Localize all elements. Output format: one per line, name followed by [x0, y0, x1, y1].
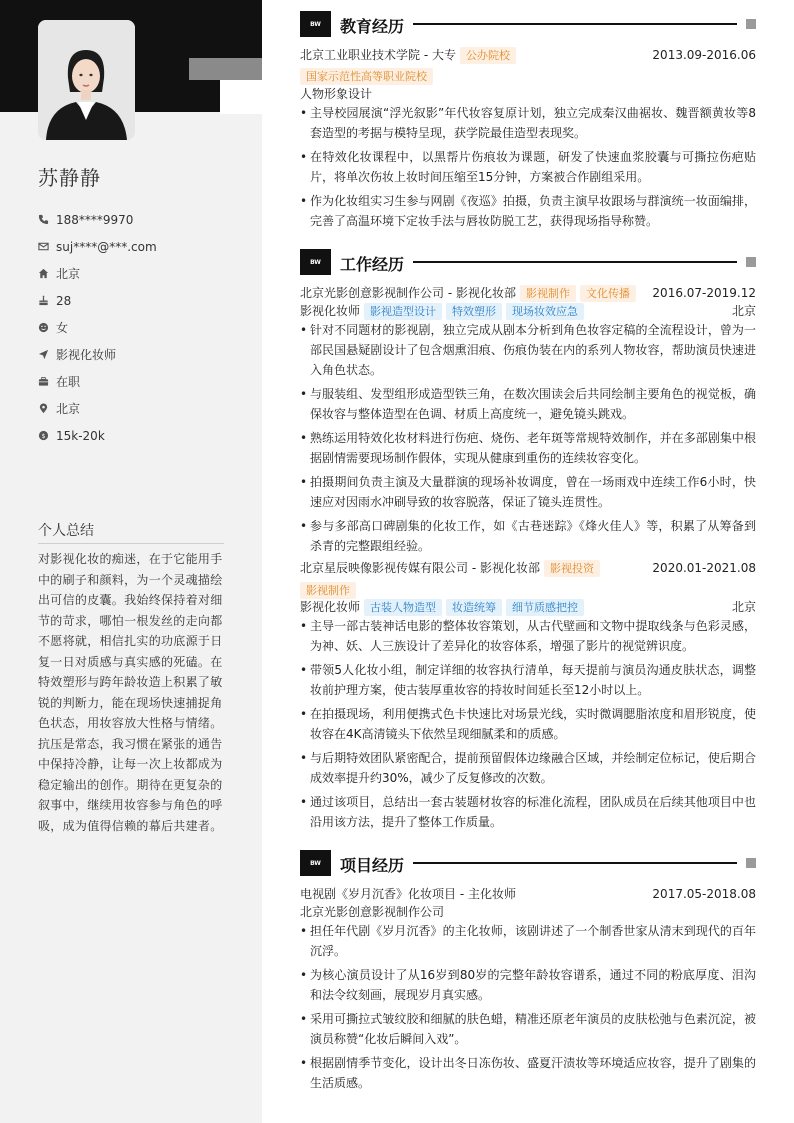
info-status-text: 在职 [56, 375, 81, 389]
info-home [38, 260, 157, 287]
info-home-text: 北京 [56, 267, 81, 281]
header-decor-gray [189, 58, 262, 80]
cake-icon [38, 295, 56, 306]
job-role: 影视化妆师 [300, 304, 361, 318]
section-square-icon [746, 19, 756, 29]
project-bullets [300, 921, 756, 1097]
info-status [38, 368, 157, 395]
info-location [38, 395, 157, 422]
job-company-row [300, 559, 756, 577]
list-item: • 与服装组、发型组形成造型铁三角，在数次围读会后共同绘制主要角色的视觉板，确保妆容与整体造型在色调、材质上高度统一，避免镜头跳戏。 [300, 384, 756, 424]
section-square-icon [746, 257, 756, 267]
job-role-row [300, 302, 756, 320]
smile-icon [38, 322, 56, 333]
job-bullets [300, 616, 756, 836]
education-tag: 公办院校 [460, 47, 516, 64]
briefcase-icon [38, 376, 56, 387]
info-salary [38, 422, 157, 449]
svg-text:$: $ [41, 431, 46, 440]
list-item: • 参与多部高口碑剧集的化妆工作，如《古巷迷踪》《烽火佳人》等，积累了从筹备到杀青的完整跟组经验。 [300, 516, 756, 556]
candidate-name: 苏静静 [38, 166, 101, 190]
info-age [38, 287, 157, 314]
job-date: 2020.01-2021.08 [652, 561, 756, 575]
project-section-header [300, 850, 756, 876]
sidebar [0, 0, 262, 1123]
location-icon [38, 403, 56, 414]
mail-icon [38, 241, 56, 252]
list-item: • 为核心演员设计了从16岁到80岁的完整年龄妆容谱系，通过不同的粉底厚度、泪沟和法令纹刻画，展现岁月真实感。 [300, 965, 756, 1005]
list-item: • 主导一部古装神话电影的整体妆容策划，从古代壁画和文物中提取线条与色彩灵感，为神、妖、人三族设计了差异化的妆容体系，增强了影片的视觉辨识度。 [300, 616, 756, 656]
job-city: 北京 [731, 600, 756, 614]
section-logo-icon: BW [300, 11, 331, 37]
list-item: • 带领5人化妆小组，制定详细的妆容执行清单，每天提前与演员沟通皮肤状态，调整妆前护理方案，使古装厚重妆容的持妆时间延长至12小时以上。 [300, 660, 756, 700]
job-company: 北京星辰映像影视传媒有限公司 - 影视化妆部 [300, 561, 540, 575]
info-age-text: 28 [56, 293, 72, 308]
info-email [38, 233, 157, 260]
list-item: • 担任年代剧《岁月沉香》的主化妆师，该剧讲述了一个制香世家从清末到现代的百年沉浮。 [300, 921, 756, 961]
list-item: • 作为化妆组实习生参与网剧《夜巡》拍摄，负责主演早妆跟场与群演统一妆面编排，完善了高温环境下定妆手法与唇妆防脱工艺，获得现场指导称赞。 [300, 191, 756, 231]
job-bullets [300, 320, 756, 560]
list-item: • 根据剧情季节变化，设计出冬日冻伤妆、盛夏汗渍妆等环境适应妆容，提升了剧集的生活质感。 [300, 1053, 756, 1093]
skill-tag: 影视造型设计 [364, 303, 442, 320]
job-company: 北京光影创意影视制作公司 - 影视化妆部 [300, 286, 516, 300]
list-item: • 主导校园展演“浮光叙影”年代妆容复原计划，独立完成秦汉曲裾妆、魏晋额黄妆等8套造型的考据与模特呈现，获学院最佳造型表现奖。 [300, 103, 756, 143]
project-date: 2017.05-2018.08 [652, 887, 756, 901]
job-role: 影视化妆师 [300, 600, 361, 614]
job-date: 2016.07-2019.12 [652, 286, 756, 300]
list-item: • 拍摄期间负责主演及大量群演的现场补妆调度，曾在一场雨戏中连续工作6小时，快速应对因雨水冲刷导致的妆容脱落，保证了镜头连贯性。 [300, 472, 756, 512]
education-major-row [300, 85, 756, 103]
project-name: 电视剧《岁月沉香》化妆项目 - 主化妆师 [300, 887, 516, 901]
list-item: • 通过该项目，总结出一套古装题材妆容的标准化流程，团队成员在后续其他项目中也沿用该方法，提升了整体工作质量。 [300, 792, 756, 832]
skill-tag: 古装人物造型 [364, 599, 442, 616]
job-company-row [300, 284, 756, 302]
skill-tag: 细节质感把控 [506, 599, 584, 616]
work-title: 工作经历 [340, 255, 405, 274]
education-title: 教育经历 [340, 17, 405, 36]
section-divider [413, 862, 737, 864]
education-date: 2013.09-2016.06 [652, 48, 756, 62]
info-gender-text: 女 [56, 321, 69, 335]
education-school-row [300, 46, 756, 64]
education-school: 北京工业职业技术学院 - 大专 [300, 48, 456, 62]
list-item: • 与后期特效团队紧密配合，提前预留假体边缘融合区域，并绘制定位标记，使后期合成效率提升约30%，减少了反复修改的次数。 [300, 748, 756, 788]
education-section-header [300, 11, 756, 37]
project-org: 北京光影创意影视制作公司 [300, 905, 445, 919]
list-item: • 采用可撕拉式皱纹胶和细腻的肤色蜡，精准还原老年演员的皮肤松弛与色素沉淀，被演员称赞“化妆后瞬间入戏”。 [300, 1009, 756, 1049]
project-title: 项目经历 [340, 856, 405, 875]
job-city: 北京 [731, 304, 756, 318]
education-major: 人物形象设计 [300, 87, 373, 101]
company-tag: 影视制作 [520, 285, 576, 302]
skill-tag: 现场妆效应急 [506, 303, 584, 320]
info-email-text: suj****@***.com [56, 239, 157, 254]
info-salary-text: 15k-20k [56, 428, 105, 443]
info-position-text: 影视化妆师 [56, 348, 117, 362]
send-icon [38, 349, 56, 360]
skill-tag: 妆造统筹 [446, 599, 502, 616]
job-role-row [300, 598, 756, 616]
summary-text: 对影视化妆的痴迷，在于它能用手中的刷子和颜料，为一个灵魂描绘出可信的皮囊。我始终保持着对细节的苛求，哪怕一根发丝的走向都不愿将就，相信扎实的功底源于日复一日对质感与真实感的死磕。在特效塑形与跨年龄妆造上积累了敏锐的判断力，能在现场快速捕捉角色状态，用妆容放大性格与情绪。抗压是常态，我习惯在紧张的通告中保持冷静，让每一次上妆都成为稳定输出的创作。期待在更复杂的叙事中，继续用妆容参与角色的呼吸，成为值得信赖的幕后共建者。 [38, 552, 223, 833]
money-icon [38, 430, 56, 441]
list-item: • 在拍摄现场，利用便携式色卡快速比对场景光线，实时微调腮脂浓度和眉形锐度，使妆容在4K高清镜头下依然呈现细腻柔和的质感。 [300, 704, 756, 744]
company-tag: 文化传播 [580, 285, 636, 302]
info-phone [38, 206, 157, 233]
home-icon [38, 268, 56, 279]
education-tag-row [300, 67, 756, 85]
list-item: • 在特效化妆课程中，以黑帮片伤痕妆为课题，研发了快速血浆胶囊与可撕拉伤疤贴片，将单次伤妆上妆时间压缩至15分钟，方案被合作剧组采用。 [300, 147, 756, 187]
education-tag: 国家示范性高等职业院校 [300, 68, 433, 85]
list-item: • 熟练运用特效化妆材料进行伤疤、烧伤、老年斑等常规特效制作，并在多部剧集中根据剧情需要现场制作假体，实现从健康到重伤的连续妆容变化。 [300, 428, 756, 468]
list-item: • 针对不同题材的影视剧，独立完成从剧本分析到角色妆容定稿的全流程设计，曾为一部民国悬疑剧设计了包含烟熏泪痕、伤痕伪装在内的系列人物妆容，帮助演员快速进入角色状态。 [300, 320, 756, 380]
project-name-row [300, 885, 756, 903]
section-divider [413, 23, 737, 25]
section-logo-icon: BW [300, 850, 331, 876]
info-position [38, 341, 157, 368]
phone-icon [38, 214, 56, 225]
project-org-row [300, 903, 756, 921]
section-square-icon [746, 858, 756, 868]
avatar [38, 20, 135, 140]
section-logo-icon: BW [300, 249, 331, 275]
company-tag: 影视投资 [544, 560, 600, 577]
info-gender [38, 314, 157, 341]
job-tag-row [300, 581, 756, 599]
header-decor-white [220, 80, 262, 114]
skill-tag: 特效塑形 [446, 303, 502, 320]
company-tag: 影视制作 [300, 582, 356, 599]
section-divider [413, 261, 737, 263]
summary-title: 个人总结 [38, 520, 224, 544]
education-bullets [300, 103, 756, 235]
personal-info-list [38, 206, 157, 449]
info-phone-text: 188****9970 [56, 212, 134, 227]
work-section-header [300, 249, 756, 275]
avatar-portrait-icon [38, 20, 135, 140]
info-location-text: 北京 [56, 402, 81, 416]
